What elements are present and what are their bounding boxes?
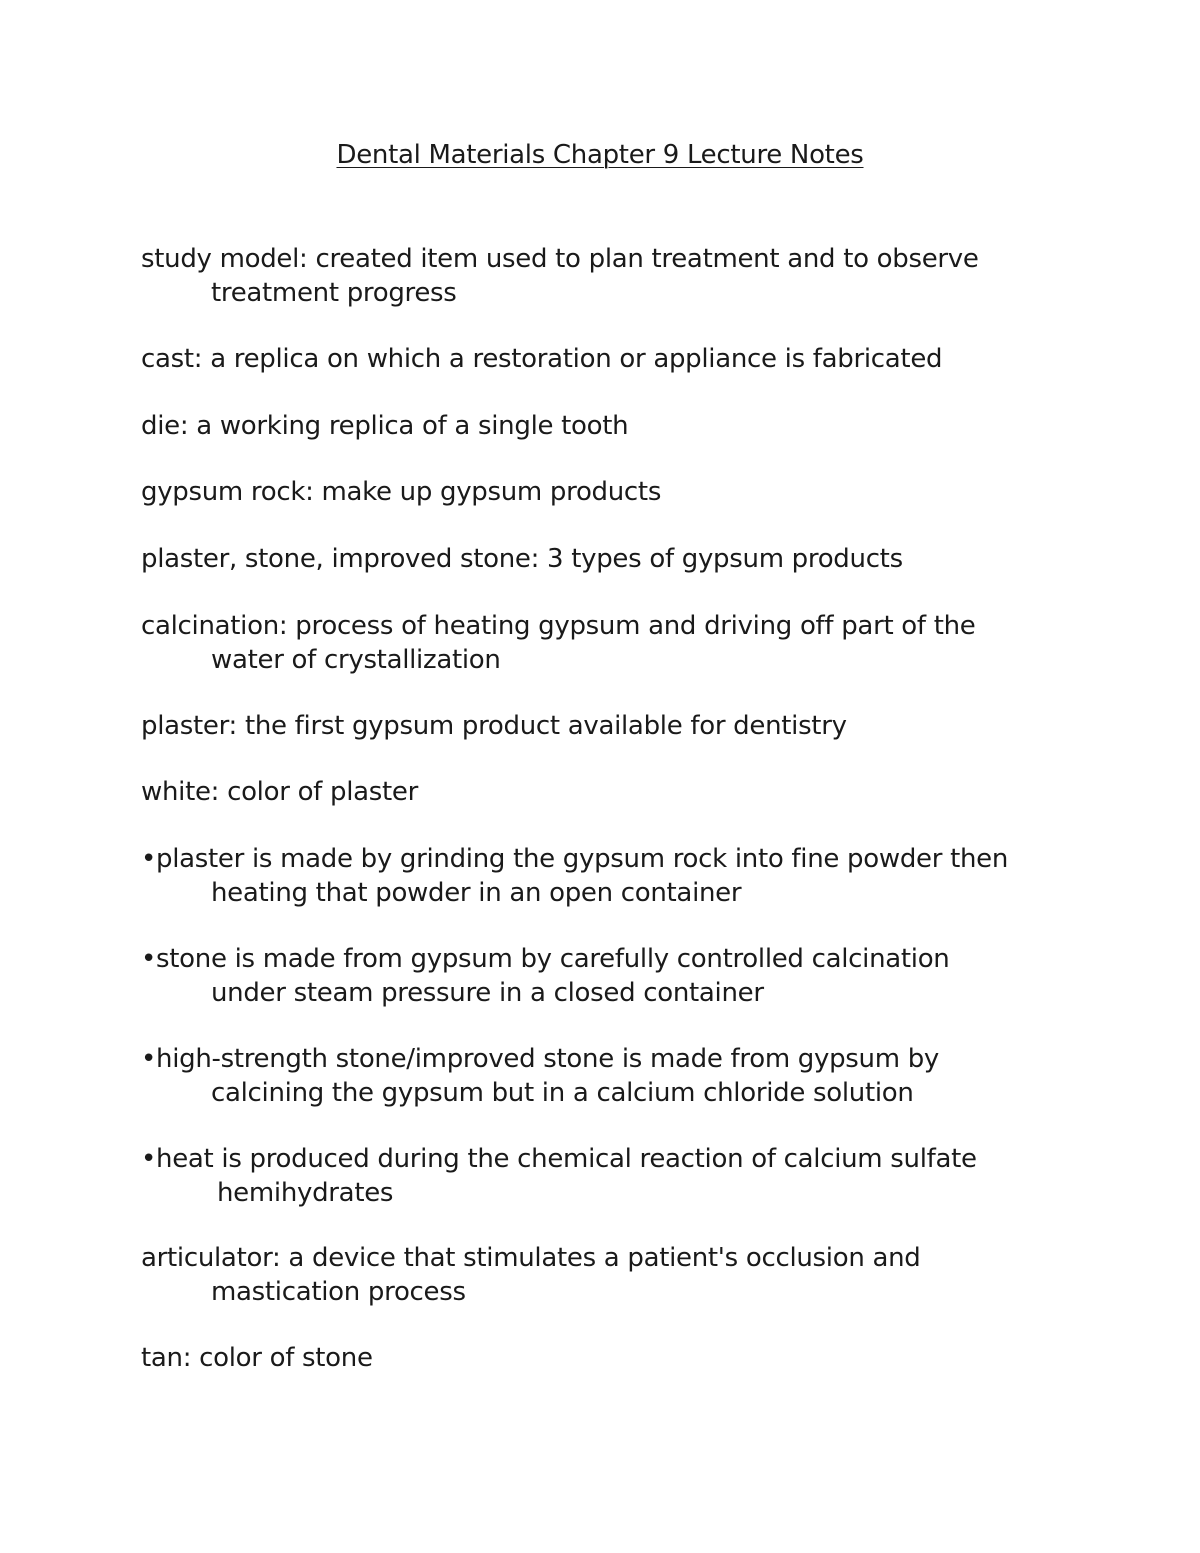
note-entry-line: articulator: a device that stimulates a patient's occlusion and <box>141 1243 921 1273</box>
note-entry-tan <box>141 1341 1061 1375</box>
note-entry-continuation: calcining the gypsum but in a calcium chloride solution <box>211 1078 914 1108</box>
note-entry-line: •high-strength stone/improved stone is made from gypsum by <box>141 1044 940 1074</box>
note-bullet-plaster <box>141 842 1061 910</box>
note-entry-line: white: color of plaster <box>141 777 418 807</box>
note-bullet-stone <box>141 942 1061 1010</box>
note-entry-line: •heat is produced during the chemical reaction of calcium sulfate <box>141 1144 977 1174</box>
note-entry-continuation: hemihydrates <box>217 1178 394 1208</box>
note-entry-study-model <box>141 242 1061 310</box>
note-entry-gypsum-rock <box>141 475 1061 509</box>
note-entry-gypsum-types <box>141 542 1061 576</box>
note-entry-line: plaster, stone, improved stone: 3 types of gypsum products <box>141 544 903 574</box>
note-entry-cast <box>141 342 1061 376</box>
note-entry-line: tan: color of stone <box>141 1343 373 1373</box>
note-entry-white <box>141 775 1061 809</box>
note-entry-line: die: a working replica of a single tooth <box>141 411 629 441</box>
note-entry-continuation: treatment progress <box>211 278 457 308</box>
note-entry-die <box>141 409 1061 443</box>
note-bullet-improved-stone <box>141 1042 1061 1110</box>
note-entry-continuation: under steam pressure in a closed container <box>211 978 764 1008</box>
page-title: Dental Materials Chapter 9 Lecture Notes <box>336 140 864 170</box>
note-entry-line: •stone is made from gypsum by carefully controlled calcination <box>141 944 950 974</box>
note-entry-line: study model: created item used to plan treatment and to observe <box>141 244 979 274</box>
note-entry-continuation: heating that powder in an open container <box>211 878 742 908</box>
note-entry-plaster <box>141 709 1061 743</box>
note-entry-line: cast: a replica on which a restoration or appliance is fabricated <box>141 344 943 374</box>
note-entry-line: gypsum rock: make up gypsum products <box>141 477 662 507</box>
note-entry-calcination <box>141 609 1061 677</box>
note-entry-articulator <box>141 1241 1061 1309</box>
note-entry-line: calcination: process of heating gypsum and driving off part of the <box>141 611 976 641</box>
note-entry-continuation: mastication process <box>211 1277 466 1307</box>
note-entry-continuation: water of crystallization <box>211 645 501 675</box>
note-bullet-heat <box>141 1142 1061 1210</box>
note-entry-line: plaster: the first gypsum product available for dentistry <box>141 711 847 741</box>
note-entry-line: •plaster is made by grinding the gypsum rock into fine powder then <box>141 844 1009 874</box>
